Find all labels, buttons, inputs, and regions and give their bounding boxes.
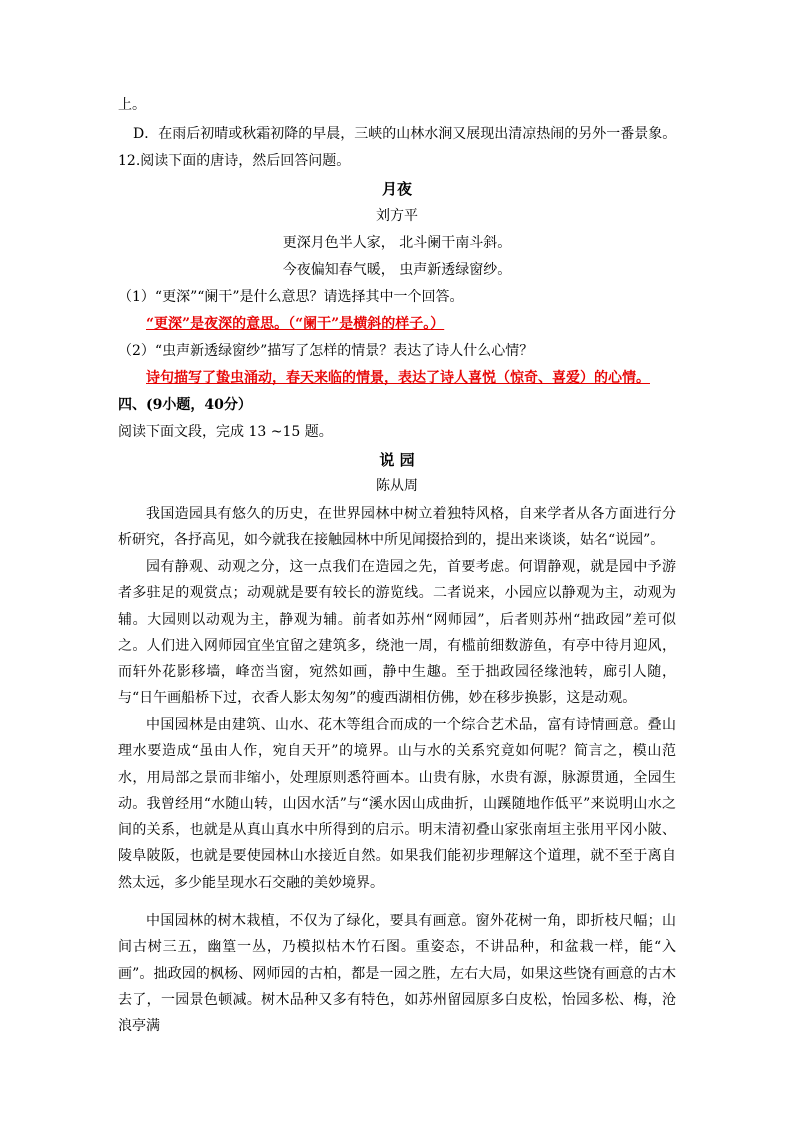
question-12-prompt: 12.阅读下面的唐诗，然后回答问题。 bbox=[118, 153, 351, 169]
article-paragraph-2: 园有静观、动观之分，这一点我们在造园之先，首要考虑。何谓静观，就是园中予游者多驻足的观赏点；动观就是要有较长的游览线。二者说来，小园应以静观为主，动观为辅。大园则以动观为主，静观为辅。前者如苏州“网师园”，后者则苏州“拙政园”差可似之。人们进入网师园宜坐宜留之建筑多，绕池一周，有槛前细数游鱼，有亭中待月迎风，而轩外花影移墙，峰峦当窗，宛然如画，静中生趣。至于拙政园径缘池转，廊引人随，与“日午画船桥下过，衣香人影太匆匆”的瘦西湖相仿佛，妙在移步换影，这是动观。 bbox=[118, 559, 676, 707]
answer-1: “更深”是夜深的意思。（“阑干”是横斜的样子。） bbox=[146, 316, 445, 332]
question-2: （2）“虫声新透绿窗纱”描写了怎样的情景？表达了诗人什么心情？ bbox=[118, 343, 534, 359]
article-paragraph-4: 中国园林的树木栽植，不仅为了绿化，要具有画意。窗外花树一角，即折枝尺幅；山间古树三五，幽篁一丛，乃模拟枯木竹石图。重姿态，不讲品种，和盆栽一样，能“入画”。拙政园的枫杨、网师园的古柏，都是一园之胜，左右大局，如果这些饶有画意的古木去了，一园景色顿减。树木品种又多有特色，如苏州留园原多白皮松，怡园多松、梅，沧浪亭满 bbox=[118, 913, 676, 1035]
section-instruction: 阅读下面文段，完成 13 ~15 题。 bbox=[118, 424, 333, 440]
poem-title: 月夜 bbox=[381, 180, 412, 198]
option-d: D．在雨后初晴或秋霜初降的早晨，三峡的山林水涧又展现出清凉热闹的另外一番景象。 bbox=[133, 126, 677, 142]
text-line-continuation: 上。 bbox=[118, 97, 146, 113]
article-paragraph-1: 我国造园具有悠久的历史，在世界园林中树立着独特风格，自来学者从各方面进行分析研究，各抒高见，如今就我在接触园林中所见闻掇拾到的，提出来谈谈，姑名“说园”。 bbox=[118, 506, 676, 549]
poem-line-2: 今夜偏知春气暖， 虫声新透绿窗纱。 bbox=[282, 262, 512, 278]
article-author: 陈从周 bbox=[376, 478, 418, 494]
article-paragraph-3: 中国园林是由建筑、山水、花木等组合而成的一个综合艺术品，富有诗情画意。叠山理水要造成“虽由人作，宛自天开”的境界。山与水的关系究竟如何呢？简言之，模山范水，用局部之景而非缩小，处理原则悉符画本。山贵有脉，水贵有源，脉源贯通，全园生动。我曾经用“水随山转，山因水活”与“溪水因山成曲折，山蹊随地作低平”来说明山水之间的关系，也就是从真山真水中所得到的启示。明末清初叠山家张南垣主张用平冈小陂、陵阜陂阪，也就是要使园林山水接近自然。如果我们能初步理解这个道理，就不至于离自然太远，多少能呈现水石交融的美妙境界。 bbox=[118, 717, 676, 891]
answer-2: 诗句描写了蛰虫涌动，春天来临的情景，表达了诗人喜悦（惊奇、喜爱）的心情。 bbox=[146, 370, 650, 386]
question-1: （1）“更深”“阑干”是什么意思？请选择其中一个回答。 bbox=[118, 289, 464, 305]
poem-author: 刘方平 bbox=[376, 208, 418, 224]
poem-line-1: 更深月色半人家， 北斗阑干南斗斜。 bbox=[282, 235, 512, 251]
section-heading: 四、(9小题，40分） bbox=[118, 397, 252, 413]
article-title: 说 园 bbox=[379, 451, 415, 469]
